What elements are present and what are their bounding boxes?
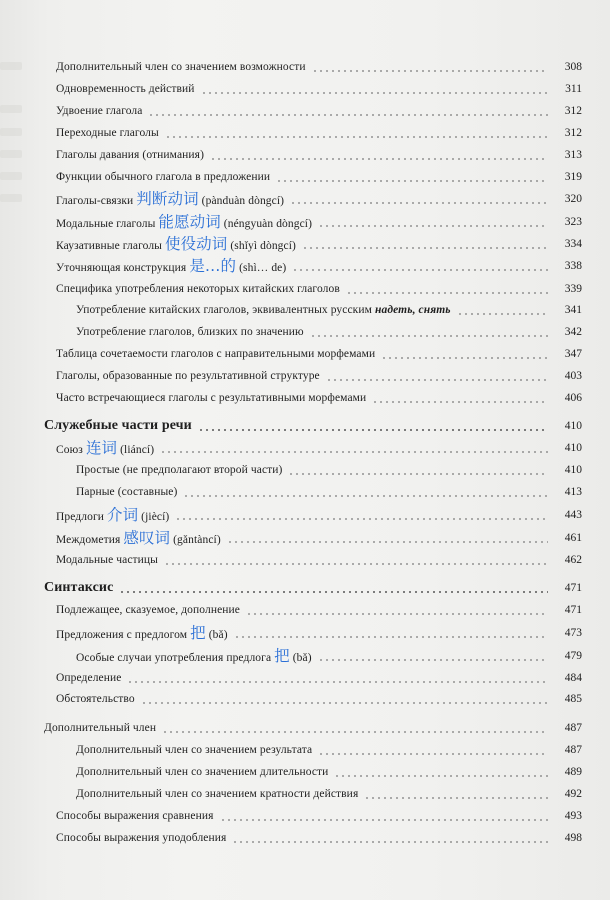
toc-entry[interactable] — [0, 668, 610, 688]
toc-page-number: 493 — [564, 810, 582, 822]
toc-entry[interactable] — [0, 550, 610, 570]
toc-page-number: 410 — [564, 464, 582, 476]
toc-entry-title — [56, 279, 344, 299]
toc-entry-label: Переходные глаголы — [56, 127, 159, 139]
pinyin-transcription: (jiècí) — [138, 511, 170, 523]
toc-entry-text — [44, 580, 117, 595]
toc-page-number: 413 — [564, 486, 582, 498]
toc-entry-label: Уточняющая конструкция — [56, 262, 190, 274]
toc-entry-label: Подлежащее, сказуемое, дополнение — [56, 604, 240, 616]
dot-leader — [288, 473, 548, 475]
toc-entry-text — [76, 464, 286, 476]
toc-page-number: 471 — [564, 604, 582, 616]
dot-leader — [326, 379, 548, 381]
pinyin-transcription: (néngyuàn dòngcí) — [220, 218, 313, 230]
toc-entry-label: Каузативные глаголы — [56, 240, 165, 252]
toc-entry[interactable] — [0, 600, 610, 620]
toc-page-number: 484 — [564, 672, 582, 684]
dot-leader — [318, 659, 548, 661]
toc-entry-title — [76, 646, 316, 666]
chinese-term: 把 — [274, 647, 290, 665]
toc-entry[interactable] — [0, 212, 610, 232]
toc-entry-text — [76, 766, 332, 778]
toc-entry[interactable] — [0, 646, 610, 666]
dot-leader — [302, 247, 548, 249]
toc-page-number: 498 — [564, 832, 582, 844]
chinese-term: 是…的 — [189, 257, 237, 275]
emphasized-term: надеть, снять — [374, 304, 451, 316]
toc-entry-label: Модальные частицы — [56, 554, 159, 566]
dot-leader — [165, 136, 548, 138]
toc-entry-title — [56, 550, 162, 570]
toc-entry-title — [56, 366, 324, 386]
toc-page-number: 443 — [564, 509, 582, 521]
toc-entry-label: Специфика употребления некоторых китайских глаголов — [56, 283, 340, 295]
toc-entry-text — [56, 832, 230, 844]
pinyin-transcription: (bǎ) — [289, 652, 312, 664]
toc-page-number: 471 — [564, 582, 582, 594]
dot-leader — [334, 775, 548, 777]
toc-entry-title — [56, 145, 208, 165]
toc-entry-title — [56, 167, 274, 187]
toc-entry-label: Особые случаи употребления предлога — [76, 652, 275, 664]
toc-entry-title — [76, 322, 308, 342]
toc-entry-title — [56, 689, 139, 709]
toc-page-number: 406 — [564, 392, 582, 404]
toc-entry-text — [56, 257, 290, 275]
toc-entry-title — [56, 344, 379, 364]
toc-entry-text — [56, 235, 300, 253]
toc-page-number: 489 — [564, 766, 582, 778]
toc-entry[interactable] — [0, 79, 610, 99]
pinyin-transcription: (shǐyì dòngcí) — [227, 240, 296, 252]
toc-page-number: 342 — [564, 326, 582, 338]
toc-page-number: 341 — [564, 304, 582, 316]
toc-entry[interactable] — [0, 234, 610, 254]
toc-entry-label: Синтаксис — [44, 580, 114, 595]
toc-entry-text — [56, 554, 162, 566]
toc-entry-text — [76, 744, 316, 756]
dot-leader — [318, 225, 548, 227]
dot-leader — [183, 495, 548, 497]
toc-entry-title — [56, 600, 244, 620]
toc-entry[interactable] — [0, 740, 610, 760]
toc-section-heading[interactable] — [0, 578, 610, 598]
toc-entry-label: Дополнительный член со значением возможности — [56, 61, 306, 73]
toc-entry-label: Употребление китайских глаголов, эквивалентных русским — [76, 304, 375, 316]
toc-entry-text — [56, 506, 173, 524]
toc-entry-text — [56, 149, 208, 161]
toc-entry-text — [56, 83, 199, 95]
toc-entry-title — [56, 256, 290, 276]
dot-leader — [119, 591, 548, 593]
toc-entry[interactable] — [0, 528, 610, 548]
toc-entry-label: Обстоятельство — [56, 693, 135, 705]
toc-entry-title — [56, 806, 218, 826]
dot-leader — [312, 70, 548, 72]
dot-leader — [141, 702, 548, 704]
toc-entry-label: Дополнительный член со значением кратности действия — [76, 788, 359, 800]
toc-entry-text — [44, 722, 160, 734]
toc-entry[interactable] — [0, 256, 610, 276]
dot-leader — [234, 636, 548, 638]
dot-leader — [246, 613, 548, 615]
toc-page-number: 320 — [564, 193, 582, 205]
toc-page-number: 410 — [564, 420, 582, 432]
toc-entry-label: Способы выражения сравнения — [56, 810, 214, 822]
toc-entry-label: Предложения с предлогом — [56, 629, 191, 641]
toc-entry[interactable] — [0, 718, 610, 738]
toc-entry-text — [56, 529, 225, 547]
toc-entry-text — [56, 672, 125, 684]
toc-entry-label: Модальные глаголы — [56, 218, 159, 230]
toc-page-number: 347 — [564, 348, 582, 360]
toc-entry-text — [56, 604, 244, 616]
toc-entry-title — [76, 460, 286, 480]
toc-page-number: 487 — [564, 744, 582, 756]
toc-page-number: 339 — [564, 283, 582, 295]
chinese-term: 连词 — [85, 439, 118, 457]
toc-page-number: 308 — [564, 61, 582, 73]
chinese-term: 介词 — [107, 506, 139, 524]
toc-entry-title — [56, 528, 225, 548]
toc-entry-label: Глаголы-связки — [56, 195, 137, 207]
toc-entry-title — [44, 718, 160, 738]
toc-entry-text — [44, 418, 196, 433]
toc-entry[interactable] — [0, 344, 610, 364]
dot-leader — [160, 451, 548, 453]
toc-entry-title — [76, 740, 316, 760]
pinyin-transcription: (bǎ) — [205, 629, 228, 641]
toc-page-number: 313 — [564, 149, 582, 161]
chinese-term: 感叹词 — [123, 529, 171, 547]
toc-entry[interactable] — [0, 762, 610, 782]
toc-entry-text — [56, 61, 310, 73]
toc-entry[interactable] — [0, 57, 610, 77]
toc-entry[interactable] — [0, 689, 610, 709]
toc-entry-label: Дополнительный член — [44, 722, 157, 734]
toc-entry-title — [56, 388, 370, 408]
dot-leader — [198, 429, 548, 431]
toc-page-number: 403 — [564, 370, 582, 382]
toc-entry-label: Союз — [56, 444, 86, 456]
toc-entry[interactable] — [0, 623, 610, 643]
dot-leader — [318, 753, 548, 755]
toc-entry-label: Служебные части речи — [44, 418, 192, 433]
toc-entry-label: Одновременность действий — [56, 83, 195, 95]
toc-page-number: 479 — [564, 650, 582, 662]
toc-entry-label: Глаголы давания (отнимания) — [56, 149, 204, 161]
toc-entry-label: Функции обычного глагола в предложении — [56, 171, 271, 183]
toc-page-number: 485 — [564, 693, 582, 705]
toc-entry-label: Определение — [56, 672, 122, 684]
toc-entry[interactable] — [0, 279, 610, 299]
toc-entry-text — [56, 348, 379, 360]
toc-entry-text — [56, 392, 370, 404]
toc-entry[interactable] — [0, 322, 610, 342]
dot-leader — [276, 180, 548, 182]
dot-leader — [227, 541, 548, 543]
toc-entry-title — [56, 189, 288, 209]
dot-leader — [201, 92, 548, 94]
chinese-term: 判断动词 — [136, 190, 199, 208]
dot-leader — [148, 114, 548, 116]
toc-entry-label: Простые (не предполагают второй части) — [76, 464, 283, 476]
toc-entry-label: Предлоги — [56, 511, 107, 523]
toc-entry[interactable] — [0, 101, 610, 121]
dot-leader — [310, 335, 548, 337]
chinese-term: 把 — [190, 624, 206, 642]
toc-entry[interactable] — [0, 828, 610, 848]
toc-entry-title — [56, 101, 146, 121]
toc-entry-text — [56, 370, 324, 382]
toc-entry-title — [44, 416, 196, 436]
toc-entry[interactable] — [0, 366, 610, 386]
toc-entry-label: Таблица сочетаемости глаголов с направительными морфемами — [56, 348, 376, 360]
toc-entry-title — [76, 784, 362, 804]
toc-entry-text — [76, 326, 308, 338]
toc-entry-label: Способы выражения уподобления — [56, 832, 227, 844]
toc-entry-text — [76, 647, 316, 665]
toc-entry[interactable] — [0, 784, 610, 804]
toc-entry-title — [76, 300, 455, 320]
dot-leader — [127, 681, 548, 683]
dot-leader — [364, 797, 548, 799]
dot-leader — [232, 841, 548, 843]
toc-page-number: 487 — [564, 722, 582, 734]
toc-entry[interactable] — [0, 482, 610, 502]
toc-entry-text — [56, 190, 288, 208]
toc-entry-title — [56, 234, 300, 254]
toc-page-number: 492 — [564, 788, 582, 800]
toc-entry-title — [56, 623, 232, 643]
toc-entry[interactable] — [0, 123, 610, 143]
dot-leader — [210, 158, 548, 160]
chinese-term: 能愿动词 — [158, 213, 221, 231]
dot-leader — [162, 731, 548, 733]
toc-entry-text — [56, 624, 232, 642]
toc-page-number: 462 — [564, 554, 582, 566]
toc-entry-label: Употребление глаголов, близких по значению — [76, 326, 304, 338]
pinyin-transcription: (gǎntàncí) — [170, 534, 221, 546]
toc-page-number: 338 — [564, 260, 582, 272]
toc-section-heading[interactable] — [0, 416, 610, 436]
toc-entry-title — [56, 212, 316, 232]
toc-page-number: 410 — [564, 442, 582, 454]
toc-entry-title — [56, 79, 199, 99]
dot-leader — [346, 292, 548, 294]
toc-entry-label: Дополнительный член со значением результата — [76, 744, 313, 756]
toc-entry[interactable] — [0, 438, 610, 458]
dot-leader — [175, 518, 548, 520]
toc-entry[interactable] — [0, 806, 610, 826]
toc-entry-title — [76, 482, 181, 502]
toc-page-number: 312 — [564, 127, 582, 139]
toc-entry-text — [56, 213, 316, 231]
toc-entry[interactable] — [0, 460, 610, 480]
pinyin-transcription: (liáncí) — [117, 444, 155, 456]
toc-entry[interactable] — [0, 167, 610, 187]
pinyin-transcription: (pànduàn dòngcí) — [198, 195, 285, 207]
toc-page-number: 323 — [564, 216, 582, 228]
dot-leader — [381, 357, 548, 359]
toc-entry[interactable] — [0, 300, 610, 320]
toc-page-number: 334 — [564, 238, 582, 250]
toc-entry-label: Часто встречающиеся глаголы с результативными морфемами — [56, 392, 367, 404]
dot-leader — [292, 269, 548, 271]
toc-entry-text — [76, 788, 362, 800]
toc-entry[interactable] — [0, 145, 610, 165]
toc-entry-title — [56, 668, 125, 688]
toc-entry-text — [56, 810, 218, 822]
toc-entry-title — [56, 438, 158, 458]
toc-entry-text — [76, 304, 455, 316]
toc-page-number: 311 — [565, 83, 582, 95]
toc-entry-title — [56, 828, 230, 848]
toc-entry-label: Глаголы, образованные по результативной структуре — [56, 370, 320, 382]
toc-page-number: 473 — [564, 627, 582, 639]
toc-page-number: 319 — [564, 171, 582, 183]
toc-entry[interactable] — [0, 189, 610, 209]
toc-entry[interactable] — [0, 388, 610, 408]
dot-leader — [220, 819, 549, 821]
toc-entry-label: Удвоение глагола — [56, 105, 143, 117]
toc-entry-text — [56, 171, 274, 183]
toc-entry-text — [56, 283, 344, 295]
toc-page-number: 312 — [564, 105, 582, 117]
dot-leader — [457, 313, 548, 315]
toc-entry-label: Дополнительный член со значением длительности — [76, 766, 329, 778]
toc-entry-label: Парные (составные) — [76, 486, 178, 498]
pinyin-transcription: (shì… de) — [236, 262, 287, 274]
toc-entry-title — [44, 578, 117, 598]
toc-entry-title — [56, 57, 310, 77]
toc-entry-title — [56, 123, 163, 143]
toc-entry-text — [56, 127, 163, 139]
toc-entry-text — [56, 105, 146, 117]
toc-page-number: 461 — [564, 532, 582, 544]
toc-entry-title — [76, 762, 332, 782]
dot-leader — [290, 202, 548, 204]
toc-entry-text — [56, 693, 139, 705]
toc-entry-title — [56, 505, 173, 525]
toc-entry-text — [76, 486, 181, 498]
toc-entry[interactable] — [0, 505, 610, 525]
chinese-term: 使役动词 — [164, 235, 228, 253]
toc-entry-text — [56, 439, 158, 457]
dot-leader — [372, 401, 548, 403]
toc-entry-label: Междометия — [56, 534, 124, 546]
dot-leader — [164, 563, 548, 565]
